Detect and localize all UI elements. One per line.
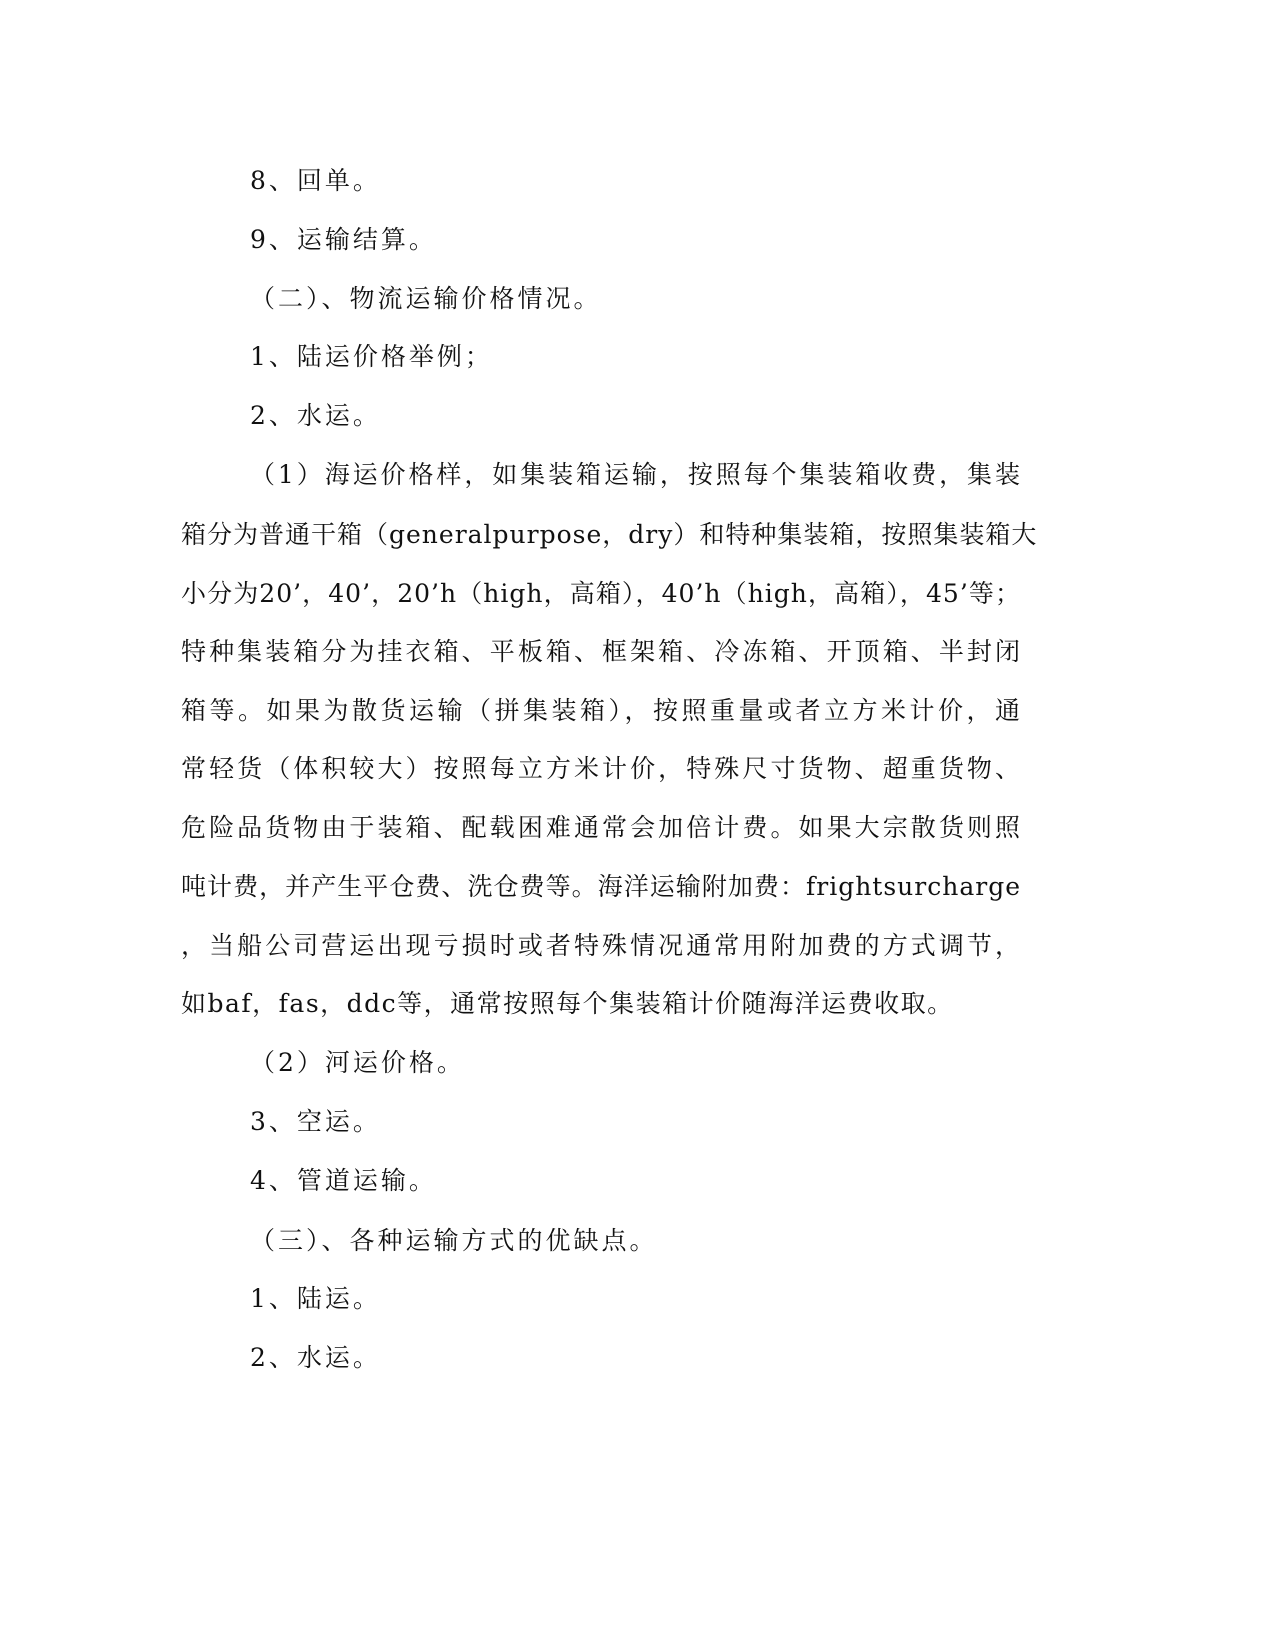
paragraph-line: 箱等。如果为散货运输（拼集装箱），按照重量或者立方米计价，通 xyxy=(181,696,1021,725)
paragraph-line: 常轻货（体积较大）按照每立方米计价，特殊尺寸货物、超重货物、 xyxy=(181,754,1021,783)
paragraph-line: 小分为20’，40’，20’h（high，高箱），40’h（high，高箱），45’等； xyxy=(181,579,1021,608)
paragraph-line: （1）海运价格样，如集装箱运输，按照每个集装箱收费，集装 xyxy=(250,460,1021,489)
paragraph-line: 特种集装箱分为挂衣箱、平板箱、框架箱、冷冻箱、开顶箱、半封闭 xyxy=(181,637,1021,666)
list-item: 1、陆运。 xyxy=(250,1284,381,1313)
list-item: 1、陆运价格举例； xyxy=(250,342,493,371)
list-item: 2、水运。 xyxy=(250,401,381,430)
paragraph-line: ，当船公司营运出现亏损时或者特殊情况通常用附加费的方式调节， xyxy=(181,931,1021,960)
list-item: 4、管道运输。 xyxy=(250,1166,437,1195)
section-heading: （二）、物流运输价格情况。 xyxy=(250,284,602,313)
list-item: 3、空运。 xyxy=(250,1107,381,1136)
paragraph-line: 箱分为普通干箱（generalpurpose，dry）和特种集装箱，按照集装箱大 xyxy=(181,520,1038,549)
paragraph-line: 危险品货物由于装箱、配载困难通常会加倍计费。如果大宗散货则照 xyxy=(181,813,1021,842)
paragraph-line: 如baf，fas，ddc等，通常按照每个集装箱计价随海洋运费收取。 xyxy=(181,989,954,1018)
list-item: 9、运输结算。 xyxy=(250,225,437,254)
paragraph-line: 吨计费，并产生平仓费、洗仓费等。海洋运输附加费：frightsurcharge xyxy=(181,872,1021,901)
list-item: 8、回单。 xyxy=(250,166,381,195)
list-item: 2、水运。 xyxy=(250,1343,381,1372)
section-heading: （三）、各种运输方式的优缺点。 xyxy=(250,1226,658,1255)
list-item: （2）河运价格。 xyxy=(250,1048,465,1077)
